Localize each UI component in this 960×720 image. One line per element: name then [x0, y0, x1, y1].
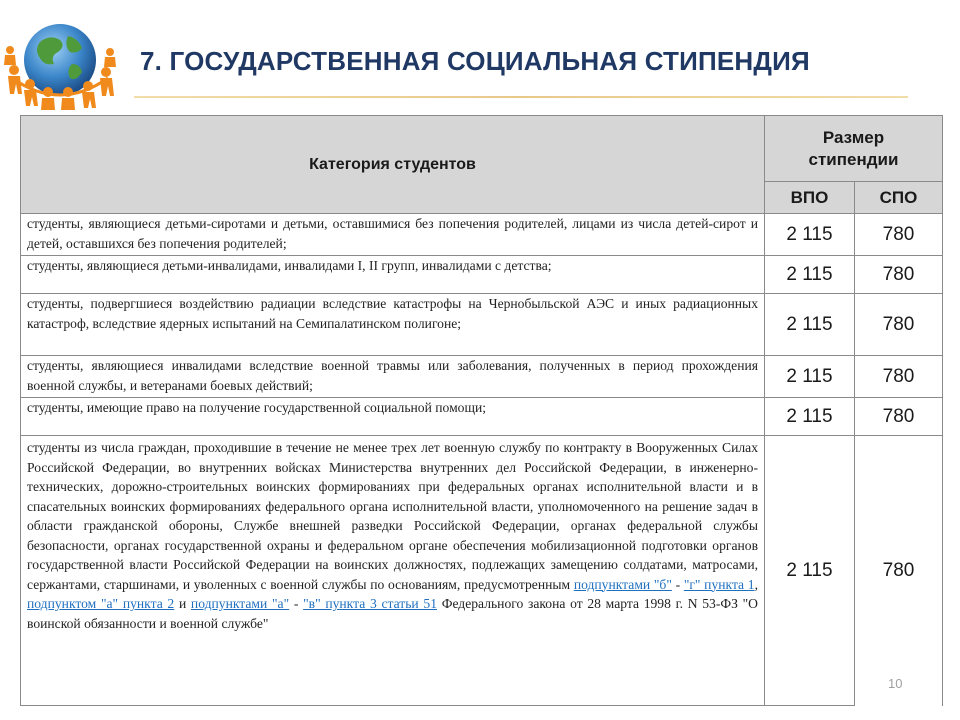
link-separator: - [671, 576, 684, 592]
table-row [21, 398, 943, 436]
header-vpo: ВПО [765, 182, 855, 214]
vpo-value: 2 115 [765, 436, 855, 706]
header-spo: СПО [855, 182, 943, 214]
title-divider [134, 96, 908, 98]
spo-value: 780 [855, 398, 943, 436]
law-link-clause-2[interactable]: подпунктом "а" пункта 2 [27, 596, 175, 611]
category-text: студенты из числа граждан, проходившие в течение не менее трех лет военную службу по контракту в Вооруженных Силах Российской Федерации, во внутренних войсках Министерства внутренних дел Российской Федерации, в инженерно-технических, дорожно-строительных воинских формированиях при федеральных органах исполнительной власти и в спасательных воинских формированиях федерального органа исполнительной власти, уполномоченного на решение задач в области гражданской обороны, Службе внешней разведки Российской Федерации, органах федеральной службы безопасности, органах государственной охраны и федеральном органе обеспечения мобилизационной подготовки органов государственной власти Российской Федерации на воинских должностях, подлежащих замещению солдатами, матросами, сержантами, старшинами, и уволенных с военной службы по основаниям, предусмотренным [27, 440, 758, 592]
spo-value: 780 [855, 436, 943, 706]
scholarship-table [20, 115, 943, 706]
header-size-label: Размер стипендии [808, 127, 899, 169]
category-cell: студенты, подвергшиеся воздействию радиации вследствие катастрофы на Чернобыльской АЭС и иных радиационных катастроф, вследствие ядерных испытаний на Семипалатинском полигоне; [21, 294, 765, 356]
vpo-value: 2 115 [765, 356, 855, 398]
law-link-subparagraph-b[interactable]: подпунктами "б" [573, 576, 672, 592]
table-row [21, 214, 943, 256]
slide-title: 7. ГОСУДАРСТВЕННАЯ СОЦИАЛЬНАЯ СТИПЕНДИЯ [140, 46, 810, 76]
table-row [21, 256, 943, 294]
spo-value: 780 [855, 256, 943, 294]
category-cell: студенты, являющиеся детьми-инвалидами, инвалидами I, II групп, инвалидами с детства; [21, 256, 765, 294]
vpo-value: 2 115 [765, 256, 855, 294]
law-reference-text: Федерального закона от 28 марта 1998 г. N 53-ФЗ "О воинской обязанности и военной службе" [27, 596, 758, 631]
table-row [21, 436, 943, 706]
globe-with-people-logo-icon [2, 12, 122, 112]
spo-value: 780 [855, 214, 943, 256]
category-cell: студенты, имеющие право на получение государственной социальной помощи; [21, 398, 765, 436]
header-category: Категория студентов [21, 116, 765, 214]
link-separator: , [754, 576, 758, 592]
law-link-subparagraph-a[interactable]: подпунктами "а" [190, 596, 290, 611]
category-cell: студенты, являющиеся инвалидами вследствие военной травмы или заболевания, полученных в период прохождения военной службы, и ветеранами боевых действий; [21, 356, 765, 398]
vpo-value: 2 115 [765, 214, 855, 256]
page-number: 10 [888, 676, 903, 691]
law-link-article-51[interactable]: "в" пункта 3 статьи 51 [303, 596, 437, 611]
table-row [21, 294, 943, 356]
vpo-value: 2 115 [765, 294, 855, 356]
category-cell-military [21, 436, 765, 706]
vpo-value: 2 115 [765, 398, 855, 436]
link-separator: и [174, 596, 191, 611]
spo-value: 780 [855, 356, 943, 398]
law-link-clause-1[interactable]: "г" пункта 1 [683, 576, 755, 592]
link-separator: - [289, 596, 304, 611]
header-size [765, 116, 943, 182]
spo-value: 780 [855, 294, 943, 356]
table-row [21, 356, 943, 398]
category-cell: студенты, являющиеся детьми-сиротами и детьми, оставшимися без попечения родителей, лицами из числа детей-сирот и детей, оставшихся без попечения родителей; [21, 214, 765, 256]
